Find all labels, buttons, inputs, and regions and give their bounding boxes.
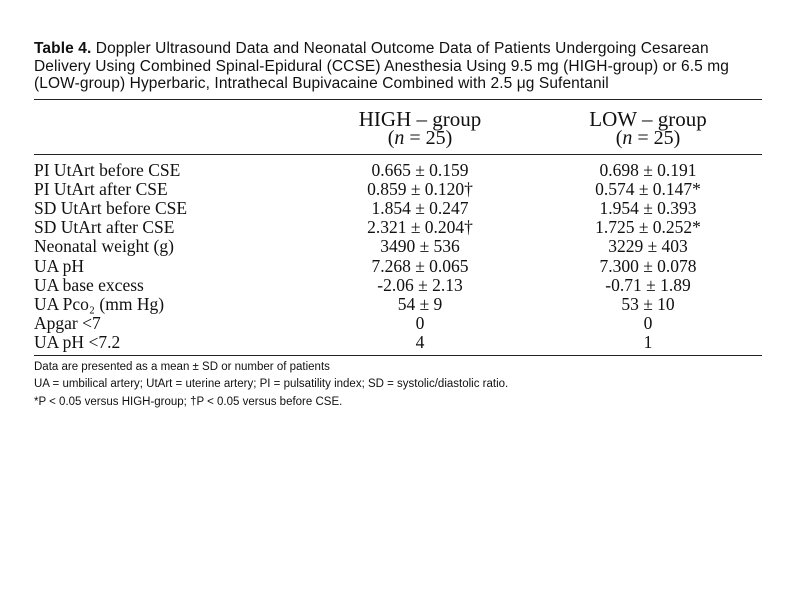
header-high-n-suffix: = 25) xyxy=(404,126,453,149)
high-group-value: 54 ± 9 xyxy=(397,293,443,314)
low-group-value: 1 xyxy=(643,332,653,353)
table-row xyxy=(34,180,762,199)
high-group-value: 4 xyxy=(415,332,425,353)
low-group-value: 3229 ± 403 xyxy=(608,236,688,257)
table-row xyxy=(34,257,762,276)
row-label: UA Pco₂ (mm Hg) xyxy=(34,293,165,314)
table-row xyxy=(34,155,762,180)
row-label: PI UtArt before CSE xyxy=(34,159,181,180)
table-row xyxy=(34,295,762,314)
table-row xyxy=(34,276,762,295)
table-row xyxy=(34,333,762,352)
table-row xyxy=(34,199,762,218)
row-label: UA pH xyxy=(34,255,85,276)
footnote-significance: *P < 0.05 versus HIGH-group; †P < 0.05 versus before CSE. xyxy=(34,395,343,408)
header-high-n-var: n xyxy=(394,126,405,149)
header-high-group xyxy=(306,100,534,154)
table-footnotes xyxy=(34,360,762,410)
low-group-value: 7.300 ± 0.078 xyxy=(599,255,697,276)
low-group-value: 0 xyxy=(643,313,653,334)
header-low-group-n xyxy=(534,126,762,149)
header-low-n-suffix: = 25) xyxy=(632,126,681,149)
table-container xyxy=(34,40,762,412)
low-group-value: 53 ± 10 xyxy=(621,293,675,314)
header-high-group-name: HIGH – group xyxy=(358,106,482,131)
high-group-value: 0.665 ± 0.159 xyxy=(371,159,469,180)
header-low-n-var: n xyxy=(622,126,633,149)
row-label: UA pH <7.2 xyxy=(34,332,121,353)
high-group-value: 2.321 ± 0.204† xyxy=(367,217,473,238)
footnote-data-presentation: Data are presented as a mean ± SD or number of patients xyxy=(34,360,330,373)
row-label: Neonatal weight (g) xyxy=(34,236,174,257)
high-group-value: 0 xyxy=(415,313,425,334)
row-label: Apgar <7 xyxy=(34,313,101,334)
row-label: SD UtArt before CSE xyxy=(34,197,188,218)
table-row xyxy=(34,237,762,256)
header-empty-cell xyxy=(34,100,306,154)
table-caption-text: Doppler Ultrasound Data and Neonatal Outcome Data of Patients Undergoing Cesarean Delivery Using Combined Spinal-Epidural (CCSE) Anesthesia Using 9.5 mg (HIGH-group) or 6.5 mg (LOW-group) Hyperbaric, Intrathecal Bupivacaine Combined with 2.5 μg Sufentanil xyxy=(34,40,730,92)
header-high-n-prefix: ( xyxy=(387,126,395,149)
low-group-value: 0.698 ± 0.191 xyxy=(599,159,697,180)
table-row xyxy=(34,218,762,237)
data-table xyxy=(34,100,762,353)
row-label: PI UtArt after CSE xyxy=(34,178,168,199)
low-group-value: 1.725 ± 0.252* xyxy=(595,217,701,238)
high-group-value: 1.854 ± 0.247 xyxy=(371,197,469,218)
table-header-row xyxy=(34,100,762,154)
low-group-value: 0.574 ± 0.147* xyxy=(595,178,701,199)
high-group-value: -2.06 ± 2.13 xyxy=(377,274,463,295)
high-group-value: 3490 ± 536 xyxy=(380,236,460,257)
header-low-n-prefix: ( xyxy=(615,126,623,149)
low-group-value: 1.954 ± 0.393 xyxy=(599,197,697,218)
table-caption xyxy=(34,40,762,93)
table-caption-label: Table 4. xyxy=(34,40,92,57)
header-low-group-name: LOW – group xyxy=(589,106,707,131)
header-low-group xyxy=(534,100,762,154)
high-group-value: 0.859 ± 0.120† xyxy=(367,178,473,199)
low-group-value: -0.71 ± 1.89 xyxy=(605,274,691,295)
high-group-value: 7.268 ± 0.065 xyxy=(371,255,469,276)
row-label: SD UtArt after CSE xyxy=(34,217,175,238)
header-high-group-n xyxy=(306,126,534,149)
row-label: UA base excess xyxy=(34,274,144,295)
table-bottom-rule xyxy=(34,355,762,356)
table-row xyxy=(34,314,762,333)
footnote-abbreviations: UA = umbilical artery; UtArt = uterine artery; PI = pulsatility index; SD = systolic/diastolic ratio. xyxy=(34,378,509,391)
